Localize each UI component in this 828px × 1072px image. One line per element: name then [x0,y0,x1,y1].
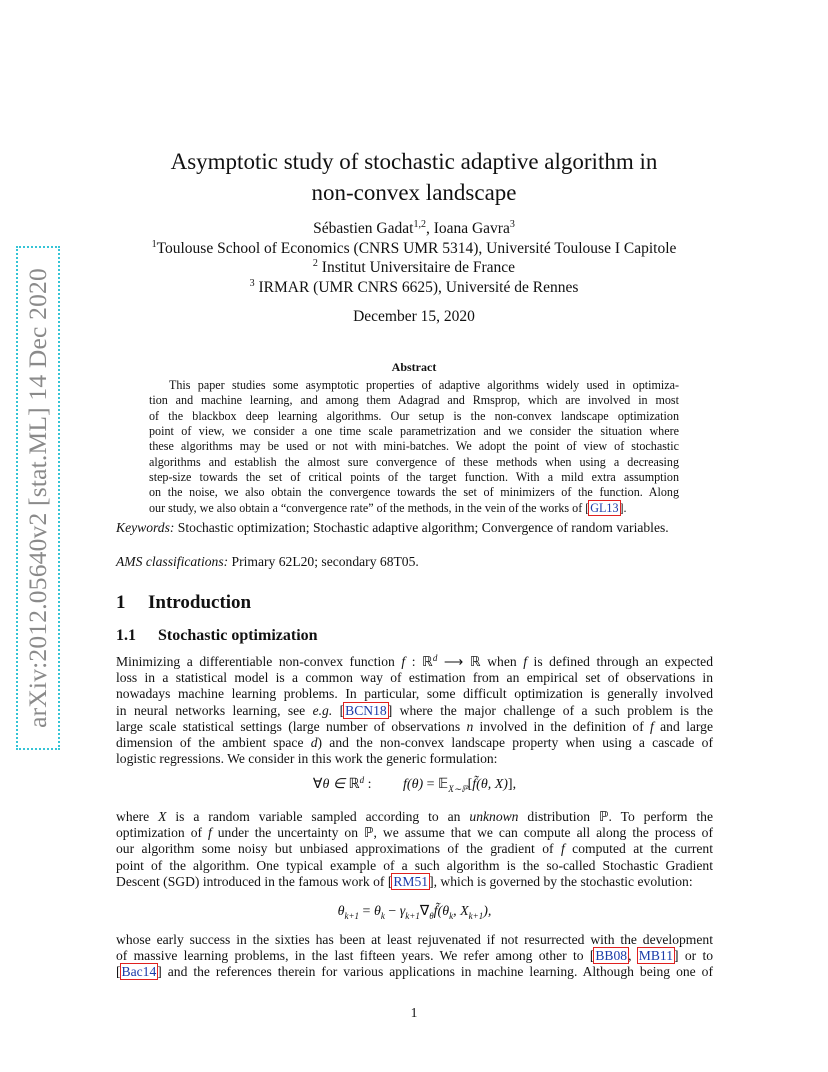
para-line: where X is a random variable sampled according to an unknown distribution ℙ. To perform the [116,809,713,824]
author-1: Sébastien Gadat [313,220,414,237]
paragraph-2 [116,809,713,890]
para-line: nowadays machine learning problems. In particular, some difficult optimization is generally involved [116,686,713,702]
text: optimization of [116,825,208,841]
subsection-heading [116,627,318,645]
arxiv-stamp[interactable] [16,246,60,750]
affiliation-2 [116,258,712,278]
author-1-affil: 1,2 [413,219,426,230]
abstract-line-text: our study, we also obtain a “convergence rate” of the methods, in the vein of the works of [149,500,586,515]
abstract-line: these algorithms may be used or not with mini-batches. We adopt the point of view of stochastic [149,439,679,454]
para-line: dimension of the ambient space d) and the non-convex landscape property when using a cascade of [116,734,713,750]
affiliation-text: IRMAR (UMR CNRS 6625), Université de Rennes [254,278,579,296]
keywords-label: Keywords: [116,520,175,535]
abstract-line: point of view, we consider a one time scale parametrization and we consider the situation where [149,424,679,439]
para-line: loss in a statistical model is a common way of estimation from an empirical set of observations in [116,670,713,686]
affiliation-text: Toulouse School of Economics (CNRS UMR 5314), Université Toulouse I Capitole [156,239,677,257]
para-line: Descent (SGD) introduced in the famous work of [RM51], which is governed by the stochastic evolution: [116,873,693,889]
abstract-body [149,378,679,516]
para-line: in neural networks learning, see e.g. [BCN18] where the major challenge of a such problem is the [116,702,713,718]
citation-link[interactable]: Bac14 [121,964,157,980]
text: and large [653,718,713,734]
citation-link[interactable]: BCN18 [345,702,387,718]
text: of massive learning problems, in the last fifteen years. We refer among other to [116,948,590,964]
para-line: of massive learning problems, in the last fifteen years. We refer among other to [BB08, MB11] or to [116,948,714,964]
text-italic: unknown [469,809,519,824]
citation-link[interactable]: RM51 [393,873,429,889]
abstract-heading: Abstract [391,360,437,374]
title-line-2: non-convex landscape [311,180,517,205]
abstract-line: step-size towards the set of critical points of the target function. With a mild extra assumption [149,470,679,485]
affiliation-marker: 3 [249,277,255,289]
text: ) and the non-convex landscape property when using a cascade of [317,734,713,750]
paper-title [116,146,712,208]
abstract-line: on the noise, we also obtain the convergence towards the set of minimizers of the function. Along [149,485,679,500]
affiliation-1 [116,239,712,259]
text: involved in the definition of [473,718,651,734]
affiliation-text: Institut Universitaire de France [317,259,516,276]
equation-1: ∀θ ∈ ℝ$^d$ : f(θ) = 𝔼$_{X\sim ℙ}$[f̃(θ, X)], [312,775,517,794]
para-line: [Bac14] and the references therein for various applications in machine learning. Although being one of [116,964,713,980]
page-number: 1 [410,1005,418,1020]
author-2-affil: 3 [509,219,515,230]
paragraph-3 [116,932,713,981]
section-number: 1 [116,592,126,613]
text: is a random variable sampled according to an [166,809,470,824]
abstract-line: This paper studies some asymptotic properties of adaptive algorithms widely used in optimiza- [169,378,679,392]
text: distribution ℙ. To perform the [518,809,713,824]
affiliation-marker: 2 [312,258,318,269]
keywords-text: Stochastic optimization; Stochastic adaptive algorithm; Convergence of random variables. [174,520,669,535]
text: or to [678,948,714,964]
text: is defined through an expected [527,654,713,669]
para-line: point of the algorithm. One typical example of a such algorithm is the so-called Stochastic Gradient [116,857,713,873]
ams-label: AMS classifications: [116,554,229,569]
para-line: large scale statistical settings (large number of observations n involved in the definition of f and large [116,718,713,734]
text: large scale statistical settings (large number of observations [116,718,467,734]
ams-text: Primary 62L20; secondary 68T05. [228,554,419,569]
citation-link[interactable]: MB11 [638,948,674,964]
citation-link[interactable]: BB08 [595,948,628,964]
affiliation-3 [116,278,712,298]
abstract-line: our study, we also obtain a “convergence rate” of the methods, in the vein of the works of [GL13]. [149,500,627,515]
para-line: logistic regressions. We consider in this work the generic formulation: [116,751,498,767]
abstract-line: algorithms and establish the almost sure convergence of these methods when using a decreasing [149,454,679,469]
arxiv-identifier[interactable]: arXiv:2012.05640v2 [stat.ML] 14 Dec 2020 [23,268,52,728]
para-line: Minimizing a differentiable non-convex function f : ℝ$^d$ ⟶ ℝ when f is defined through an expected [116,653,713,669]
para-line: whose early success in the sixties has been at least rejuvenated if not resurrected with the development [116,932,713,947]
subsection-number: 1.1 [116,627,136,644]
section-heading [116,592,251,614]
text: where [116,809,159,824]
text: Descent (SGD) introduced in the famous work of [116,873,388,889]
text: under the uncertainty on ℙ, we assume that we can compute all along the process of [211,825,713,841]
abstract-end: . [623,500,627,515]
title-line-1: Asymptotic study of stochastic adaptive algorithm in [170,149,658,174]
para-line: optimization of f under the uncertainty on ℙ, we assume that we can compute all along the process of [116,825,713,841]
text: computed at the current [564,841,713,857]
equation-2: $\theta_{k+1} = \theta_k$ − $\gamma_{k+1}\nabla_\theta f̃(\theta_k$, $X_{k+1}$), [337,904,492,921]
text: dimension of the ambient space [116,734,311,750]
citation-link[interactable]: GL13 [590,500,619,515]
affiliation-marker: 1 [151,238,157,250]
text: when [480,654,524,669]
paper-date: December 15, 2020 [353,308,475,325]
ams-classifications [116,554,419,570]
text: in neural networks learning, see [116,702,313,718]
author-names [116,219,712,239]
subsection-title: Stochastic optimization [158,627,318,644]
text-italic: e.g. [312,702,333,718]
text: Minimizing a differentiable non-convex function [116,654,402,669]
keywords [116,520,669,536]
text: and the references therein for various applications in machine learning. Although being one of [161,964,713,980]
para-line: our algorithm some noisy but unbiased approximations of the gradient of f computed at the current [116,841,713,857]
paragraph-1 [116,654,713,767]
text: our algorithm some noisy but unbiased approximations of the gradient of [116,841,561,857]
section-title: Introduction [148,592,252,613]
author-2: , Ioana Gavra [425,220,510,237]
author-block [116,219,712,297]
text: , which is governed by the stochastic evolution: [433,873,693,889]
abstract-line: of the blackbox deep learning algorithms. Our setup is the non-convex landscape optimization [149,408,679,423]
abstract-line: tion and machine learning, and among them Adagrad and Rmsprop, which are involved in most [149,393,679,408]
text: where the major challenge of a such problem is the [392,702,713,718]
